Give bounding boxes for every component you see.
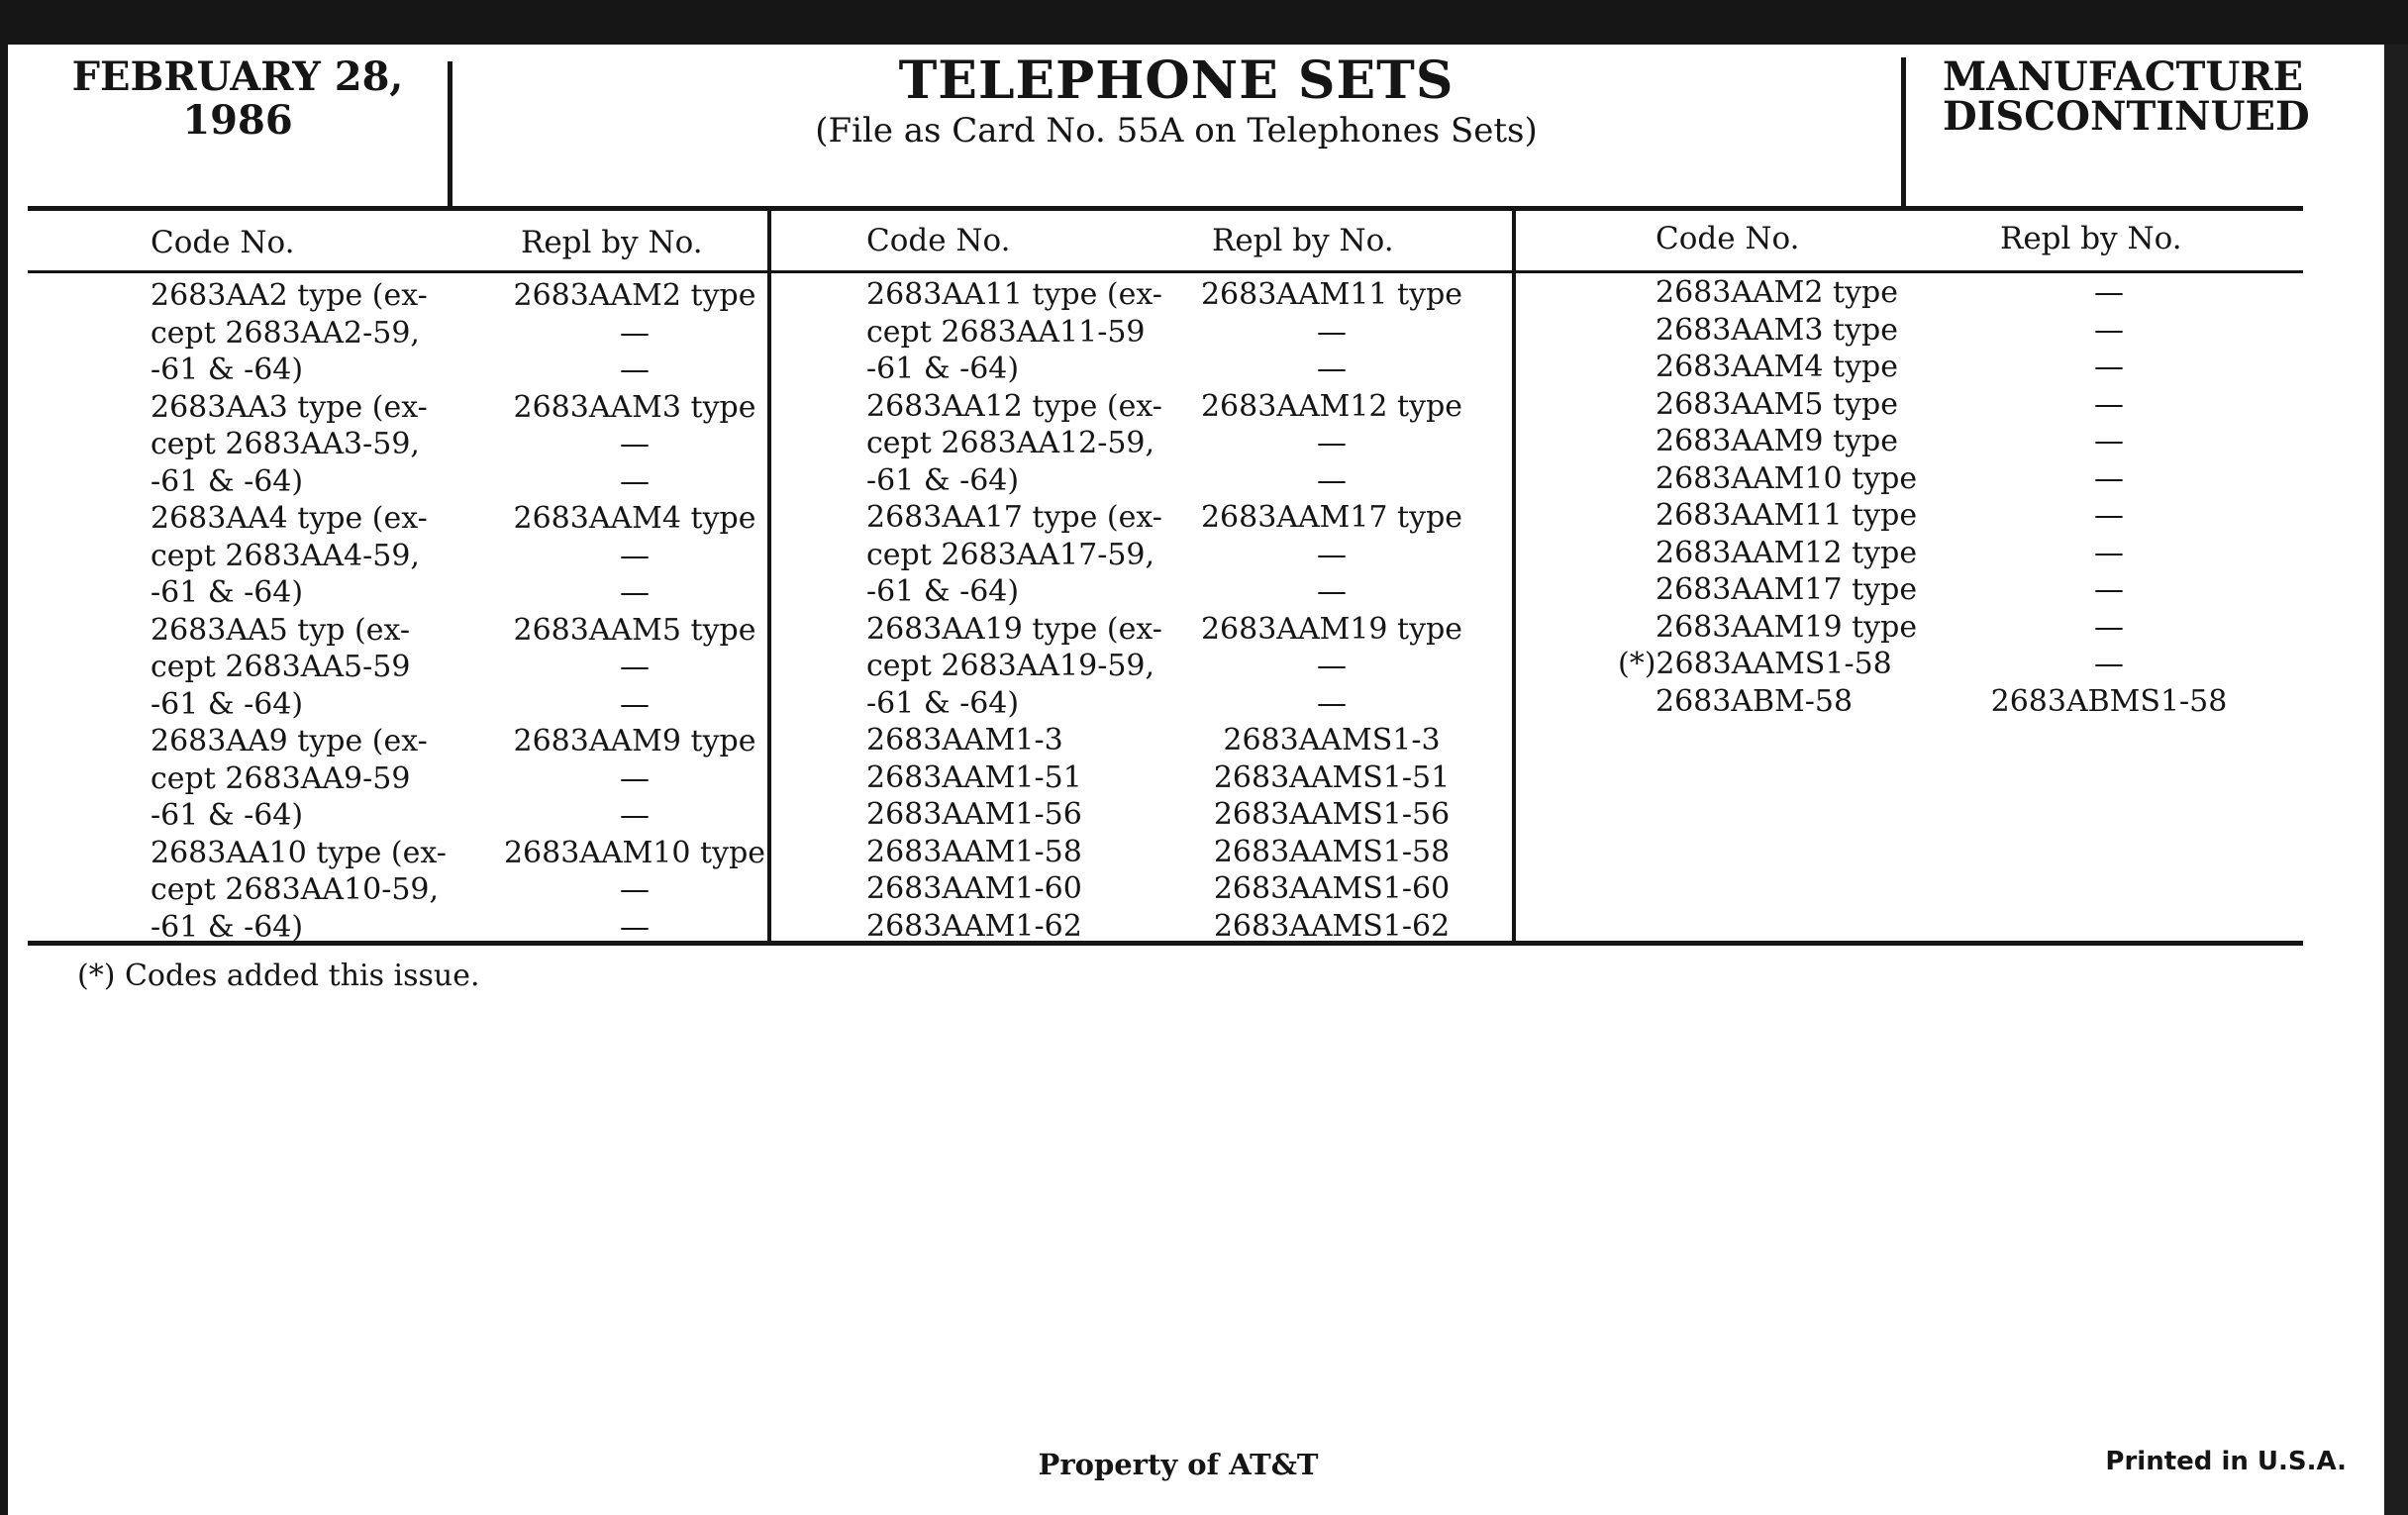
list-item: 2683AA3 type (ex- bbox=[150, 389, 428, 425]
issue-date-line1: FEBRUARY 28, bbox=[71, 53, 404, 100]
status-label bbox=[1943, 53, 2319, 140]
list-item: 2683AAM1-58 bbox=[866, 834, 1082, 869]
list-item: -61 & -64) bbox=[150, 575, 304, 610]
list-item: — bbox=[1317, 685, 1347, 721]
col1-repl-list bbox=[503, 277, 766, 946]
list-item: — bbox=[620, 872, 650, 907]
list-item: — bbox=[2094, 460, 2124, 496]
col3-code-list bbox=[1618, 274, 1917, 720]
title-block bbox=[453, 51, 1899, 151]
list-item: — bbox=[620, 760, 650, 796]
column-header-rule bbox=[28, 270, 2303, 273]
list-item: 2683AAM1-51 bbox=[866, 759, 1082, 795]
footnote: (*) Codes added this issue. bbox=[77, 959, 480, 993]
list-item: -61 & -64) bbox=[150, 686, 304, 722]
col2-repl-header: Repl by No. bbox=[1212, 223, 1394, 258]
list-item: — bbox=[620, 538, 650, 573]
card-edge-shadow bbox=[2384, 45, 2408, 1515]
issue-date bbox=[30, 55, 446, 143]
list-item: 2683AA17 type (ex- bbox=[866, 500, 1162, 535]
list-item: 2683AAM4 type bbox=[1656, 350, 1898, 384]
issue-date-line2: 1986 bbox=[182, 97, 293, 144]
header-divider-left bbox=[448, 61, 452, 210]
list-item: 2683AAM9 type bbox=[1656, 424, 1898, 458]
list-item: 2683ABM-58 bbox=[1656, 683, 1854, 719]
list-item: 2683AAM10 type bbox=[503, 835, 766, 870]
list-item: -61 & -64) bbox=[150, 909, 304, 945]
col1-code-list bbox=[150, 277, 447, 946]
list-item: — bbox=[2094, 424, 2124, 458]
list-item: cept 2683AA9-59 bbox=[150, 760, 411, 796]
list-item: 2683AAM19 type bbox=[1656, 609, 1918, 645]
list-item: -61 & -64) bbox=[866, 462, 1020, 498]
table-divider-2 bbox=[1512, 210, 1516, 945]
list-item: — bbox=[620, 909, 650, 945]
printed-notice: Printed in U.S.A. bbox=[2105, 1447, 2347, 1476]
list-item: — bbox=[620, 686, 650, 722]
status-line1: MANUFACTURE bbox=[1943, 53, 2304, 100]
list-item: — bbox=[2094, 350, 2124, 384]
list-item: cept 2683AA12-59, bbox=[866, 426, 1155, 460]
list-item: 2683AAM17 type bbox=[1656, 572, 1918, 607]
list-item: 2683AAM1-62 bbox=[866, 908, 1082, 944]
list-item: 2683AA5 typ (ex- bbox=[150, 612, 411, 648]
list-item: 2683AAMS1-62 bbox=[1213, 908, 1451, 944]
list-item: cept 2683AA11-59 bbox=[866, 314, 1146, 350]
list-item: — bbox=[2094, 572, 2124, 607]
list-item: 2683AAM3 type bbox=[1656, 312, 1898, 348]
list-item: cept 2683AA19-59, bbox=[866, 649, 1155, 683]
list-item: -61 & -64) bbox=[150, 798, 304, 833]
property-notice: Property of AT&T bbox=[1038, 1448, 1319, 1481]
list-item: 2683AAM19 type bbox=[1200, 611, 1463, 647]
col1-code-header: Code No. bbox=[150, 225, 295, 260]
list-item: 2683ABMS1-58 bbox=[1990, 683, 2228, 719]
header-divider-right bbox=[1901, 57, 1906, 206]
list-item: 2683AA19 type (ex- bbox=[866, 611, 1162, 647]
list-item: 2683AAM9 type bbox=[513, 724, 756, 758]
list-item: 2683AAM5 type bbox=[1656, 386, 1898, 422]
list-item: — bbox=[2094, 498, 2124, 533]
list-item: — bbox=[1317, 314, 1347, 350]
list-item: — bbox=[2094, 275, 2124, 310]
list-item: 2683AA12 type (ex- bbox=[866, 388, 1162, 424]
col2-repl-list bbox=[1198, 276, 1465, 945]
list-item: 2683AAM11 type bbox=[1200, 277, 1463, 312]
list-item: cept 2683AA2-59, bbox=[150, 315, 420, 351]
list-item: — bbox=[2094, 609, 2124, 645]
list-item: — bbox=[620, 353, 650, 387]
list-item: cept 2683AA5-59 bbox=[150, 650, 411, 684]
list-item: cept 2683AA3-59, bbox=[150, 427, 420, 461]
table-divider-1 bbox=[767, 210, 771, 945]
list-item: — bbox=[1317, 537, 1347, 572]
list-item: 2683AAMS1-56 bbox=[1213, 797, 1451, 832]
list-item: 2683AAMS1-60 bbox=[1213, 871, 1451, 906]
list-item: 2683AAM4 type bbox=[513, 501, 756, 536]
list-item: cept 2683AA4-59, bbox=[150, 538, 420, 573]
list-item: 2683AAM17 type bbox=[1200, 500, 1463, 535]
list-item: — bbox=[1317, 649, 1347, 683]
list-item: 2683AAM1-56 bbox=[866, 797, 1082, 832]
list-item: 2683AA9 type (ex- bbox=[150, 724, 428, 758]
list-item: 2683AAMS1-58 bbox=[1213, 834, 1451, 869]
list-item: -61 & -64) bbox=[866, 685, 1020, 721]
col3-repl-header: Repl by No. bbox=[2000, 221, 2182, 256]
list-item: cept 2683AA10-59, bbox=[150, 872, 440, 907]
status-line2: DISCONTINUED bbox=[1943, 93, 2310, 140]
list-item: 2683AA11 type (ex- bbox=[866, 277, 1162, 312]
list-item: 2683AAM5 type bbox=[513, 612, 756, 648]
list-item: -61 & -64) bbox=[866, 352, 1020, 386]
list-item: — bbox=[1317, 352, 1347, 386]
list-item: -61 & -64) bbox=[150, 463, 304, 499]
list-item: — bbox=[620, 650, 650, 684]
page-subtitle: (File as Card No. 55A on Telephones Sets) bbox=[815, 111, 1538, 151]
list-item: -61 & -64) bbox=[866, 574, 1020, 609]
list-item: — bbox=[2094, 647, 2124, 681]
list-item: — bbox=[1317, 462, 1347, 498]
list-item: — bbox=[2094, 535, 2124, 570]
page-title: TELEPHONE SETS bbox=[898, 50, 1455, 111]
list-item: 2683AA10 type (ex- bbox=[150, 835, 447, 870]
col2-code-list bbox=[866, 276, 1162, 945]
list-item: — bbox=[620, 463, 650, 499]
list-item: — bbox=[1317, 426, 1347, 460]
list-item: 2683AAM1-3 bbox=[866, 723, 1063, 758]
list-item: 2683AAM1-60 bbox=[866, 871, 1082, 906]
list-item: cept 2683AA17-59, bbox=[866, 537, 1155, 572]
list-item: 2683AAM2 type bbox=[1656, 275, 1898, 310]
list-item: -61 & -64) bbox=[150, 353, 304, 387]
list-item: 2683AAM2 type bbox=[513, 278, 756, 313]
list-item: 2683AAMS1-51 bbox=[1213, 759, 1451, 795]
list-item: 2683AA2 type (ex- bbox=[150, 278, 428, 313]
list-item: 2683AAMS1-3 bbox=[1223, 723, 1441, 758]
list-item: 2683AAM11 type bbox=[1656, 498, 1918, 533]
header-bottom-rule bbox=[28, 206, 2303, 211]
list-item: — bbox=[620, 575, 650, 610]
list-item: — bbox=[2094, 386, 2124, 422]
col1-repl-header: Repl by No. bbox=[521, 225, 703, 260]
list-item: — bbox=[1317, 574, 1347, 609]
list-item: (*)2683AAMS1-58 bbox=[1618, 647, 1892, 681]
col3-code-header: Code No. bbox=[1656, 221, 1800, 256]
list-item: 2683AAM10 type bbox=[1656, 460, 1918, 496]
list-item: — bbox=[620, 798, 650, 833]
col3-repl-list bbox=[1990, 274, 2228, 720]
list-item: — bbox=[620, 427, 650, 461]
list-item: — bbox=[2094, 312, 2124, 348]
list-item: — bbox=[620, 315, 650, 351]
list-item: 2683AAM12 type bbox=[1656, 535, 1918, 570]
col2-code-header: Code No. bbox=[866, 223, 1011, 258]
list-item: 2683AAM12 type bbox=[1200, 388, 1463, 424]
list-item: 2683AA4 type (ex- bbox=[150, 501, 428, 536]
list-item: 2683AAM3 type bbox=[513, 389, 756, 425]
